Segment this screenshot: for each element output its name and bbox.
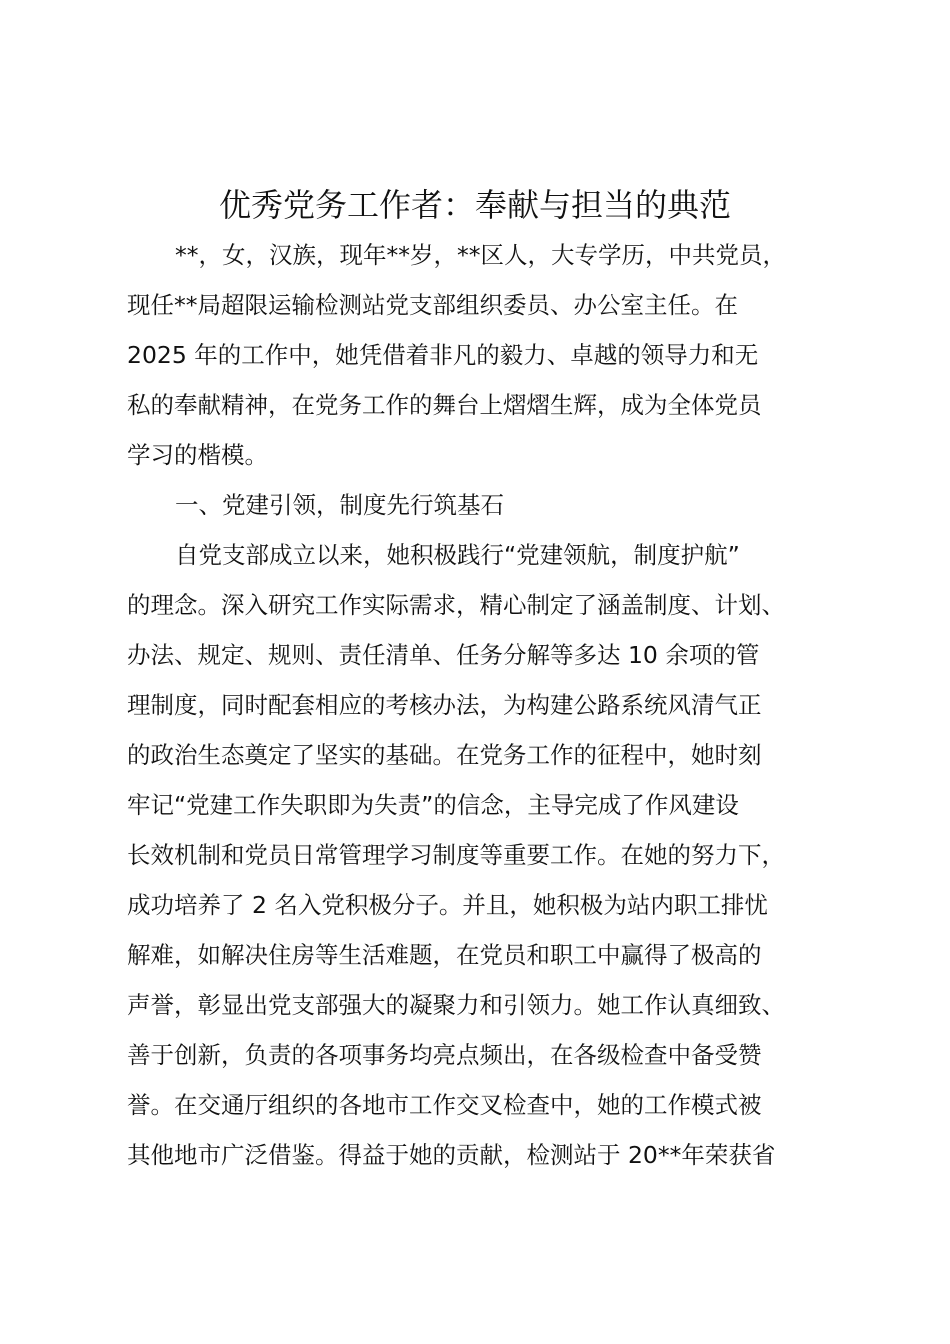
text-line-9: 办法、规定、规则、责任清单、任务分解等多达 10 余项的管 bbox=[127, 641, 760, 669]
text-line-17: 善于创新，负责的各项事务均亮点频出，在各级检查中备受赞 bbox=[127, 1041, 762, 1069]
text-line-2: 现任**局超限运输检测站党支部组织委员、办公室主任。在 bbox=[127, 291, 738, 319]
text-line-14: 成功培养了 2 名入党积极分子。并且，她积极为站内职工排忧 bbox=[127, 891, 768, 919]
text-line-18: 誉。在交通厅组织的各地市工作交叉检查中，她的工作模式被 bbox=[127, 1091, 762, 1119]
text-line-10: 理制度，同时配套相应的考核办法，为构建公路系统风清气正 bbox=[127, 691, 762, 719]
document-title: 优秀党务工作者：奉献与担当的典范 bbox=[218, 186, 731, 224]
text-line-5: 学习的楷模。 bbox=[127, 441, 268, 469]
document-body bbox=[127, 230, 833, 1180]
text-line-4: 私的奉献精神，在党务工作的舞台上熠熠生辉，成为全体党员 bbox=[127, 391, 762, 419]
section-heading-1: 一、党建引领，制度先行筑基石 bbox=[175, 491, 504, 519]
text-line-19: 其他地市广泛借鉴。得益于她的贡献，检测站于 20**年荣获省 bbox=[127, 1141, 776, 1169]
text-line-15: 解难，如解决住房等生活难题，在党员和职工中赢得了极高的 bbox=[127, 941, 762, 969]
text-line-3: 2025 年的工作中，她凭借着非凡的毅力、卓越的领导力和无 bbox=[127, 341, 759, 369]
text-line-12: 牢记“党建工作失职即为失责”的信念，主导完成了作风建设 bbox=[127, 791, 739, 819]
text-line-13: 长效机制和党员日常管理学习制度等重要工作。在她的努力下， bbox=[127, 841, 785, 869]
text-line-16: 声誉，彰显出党支部强大的凝聚力和引领力。她工作认真细致、 bbox=[127, 991, 785, 1019]
text-line-11: 的政治生态奠定了坚实的基础。在党务工作的征程中，她时刻 bbox=[127, 741, 762, 769]
text-line-7: 自党支部成立以来，她积极践行“党建领航，制度护航” bbox=[175, 541, 740, 569]
text-line-8: 的理念。深入研究工作实际需求，精心制定了涵盖制度、计划、 bbox=[127, 591, 785, 619]
text-line-1: **，女，汉族，现年**岁，**区人，大专学历，中共党员， bbox=[175, 241, 786, 269]
